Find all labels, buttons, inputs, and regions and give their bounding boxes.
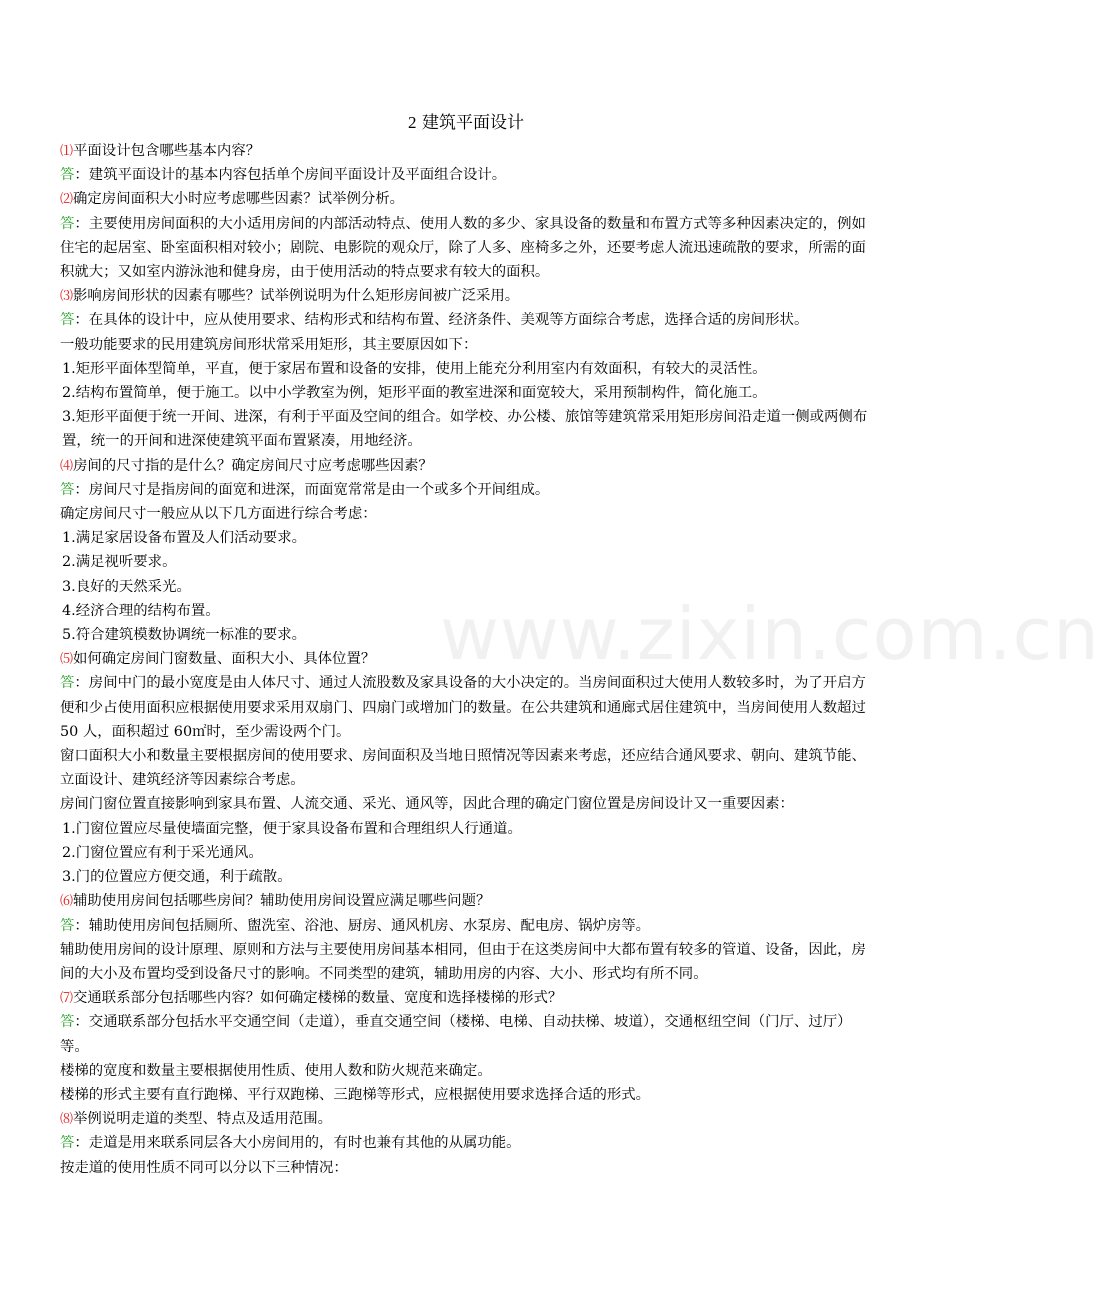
list-item: 3.矩形平面便于统一开间、进深，有利于平面及空间的组合。如学校、办公楼、旅馆等建筑常采用矩形房间沿走道一侧或两侧布置，统一的开间和进深使建筑平面布置紧凑，用地经济。 [62, 409, 868, 450]
list-item: 1.矩形平面体型简单，平直，便于家居布置和设备的安排，使用上能充分利用室内有效面积，有较大的灵活性。 [62, 360, 767, 377]
document-page [60, 110, 872, 1180]
qa-section [60, 1107, 872, 1180]
chapter-number: 2 [408, 113, 417, 132]
answer [60, 308, 872, 332]
question-number: ⑴ [60, 143, 74, 158]
chapter-title: 建筑平面设计 [421, 113, 524, 133]
answer-text: ：辅助使用房间包括厕所、盥洗室、浴池、厨房、通风机房、水泵房、配电房、锅炉房等。 [74, 917, 651, 934]
answer-text: ：建筑平面设计的基本内容包括单个房间平面设计及平面组合设计。 [74, 167, 507, 184]
answer [60, 671, 872, 744]
answer [60, 1010, 872, 1058]
answer-label: 答 [60, 167, 75, 184]
qa-section [60, 187, 872, 284]
question-number: ⑻ [60, 1111, 74, 1127]
list-item: 1.门窗位置应尽量使墙面完整，便于家具设备布置和合理组织人行通道。 [62, 820, 522, 837]
question [60, 986, 872, 1010]
watermark: www.zixin.com.cn [440, 592, 1100, 676]
answer-text: ：房间中门的最小宽度是由人体尺寸、通过人流股数及家具设备的大小决定的。当房间面积过大使用人数较多时，为了开启方便和少占使用面积应根据使用要求采用双扇门、四扇门或增加门的数量。在公共建筑和通廊式居住建筑中，当房间使用人数超过 50 人，面积超过 60㎡时，至少需设两个门。 [60, 675, 866, 740]
qa-section [60, 284, 872, 453]
list-item: 5.符合建筑模数协调统一标准的要求。 [62, 627, 306, 644]
question-number: ⑸ [60, 651, 74, 667]
paragraph: 窗口面积大小和数量主要根据房间的使用要求、房间面积及当地日照情况等因素来考虑，还应结合通风要求、朝向、建筑节能、立面设计、建筑经济等因素综合考虑。 [60, 748, 866, 789]
question-text: 影响房间形状的因素有哪些？试举例说明为什么矩形房间被广泛采用。 [73, 288, 520, 305]
answer [60, 163, 872, 187]
question-text: 房间的尺寸指的是什么？确定房间尺寸应考虑哪些因素？ [73, 457, 433, 474]
paragraph: 辅助使用房间的设计原理、原则和方法与主要使用房间基本相同，但由于在这类房间中大都布置有较多的管道、设备，因此，房间的大小及布置均受到设备尺寸的影响。不同类型的建筑，辅助用房的内容、大小、形式均有所不同。 [60, 941, 866, 982]
question-number: ⑷ [60, 457, 74, 473]
answer [60, 914, 872, 938]
question-text: 平面设计包含哪些基本内容？ [73, 143, 261, 159]
question [60, 889, 872, 913]
qa-section [60, 454, 872, 648]
qa-sections [60, 139, 872, 1180]
list-item: 4.经济合理的结构布置。 [62, 602, 220, 619]
paragraph: 按走道的使用性质不同可以分以下三种情况： [60, 1159, 348, 1176]
question-text: 举例说明走道的类型、特点及适用范围。 [73, 1111, 333, 1128]
answer-label: 答 [60, 917, 75, 934]
question [60, 647, 872, 671]
qa-section [60, 647, 872, 889]
answer [60, 212, 872, 285]
question [60, 454, 872, 478]
answer [60, 1131, 872, 1155]
paragraph: 楼梯的宽度和数量主要根据使用性质、使用人数和防火规范来确定。 [60, 1062, 492, 1079]
question-text: 交通联系部分包括哪些内容？如何确定楼梯的数量、宽度和选择楼梯的形式？ [73, 990, 563, 1007]
list-item: 1.满足家居设备布置及人们活动要求。 [62, 530, 306, 547]
answer-label: 答 [60, 481, 75, 498]
answer-text: ：走道是用来联系同层各大小房间用的，有时也兼有其他的从属功能。 [74, 1135, 521, 1152]
paragraph: 确定房间尺寸一般应从以下几方面进行综合考虑： [60, 506, 377, 523]
answer-text: ：交通联系部分包括水平交通空间（走道），垂直交通空间（楼梯、电梯、自动扶梯、坡道），交通枢纽空间（门厅、过厅）等。 [60, 1014, 852, 1055]
answer-label: 答 [60, 1135, 75, 1152]
question-text: 辅助使用房间包括哪些房间？辅助使用房间设置应满足哪些问题？ [73, 893, 491, 910]
page-title [60, 110, 872, 136]
question-number: ⑶ [60, 288, 74, 304]
question-text: 如何确定房间门窗数量、面积大小、具体位置？ [73, 651, 376, 668]
answer-text: ：房间尺寸是指房间的面宽和进深，而面宽常常是由一个或多个开间组成。 [74, 481, 550, 498]
question-number: ⑵ [60, 191, 74, 207]
list-item: 2.门窗位置应有利于采光通风。 [62, 844, 263, 861]
paragraph: 一般功能要求的民用建筑房间形状常采用矩形，其主要原因如下： [60, 336, 478, 353]
qa-section [60, 139, 872, 187]
answer-text: ：在具体的设计中，应从使用要求、结构形式和结构布置、经济条件、美观等方面综合考虑，选择合适的房间形状。 [74, 312, 809, 329]
question [60, 1107, 872, 1131]
question [60, 139, 872, 163]
qa-section [60, 986, 872, 1107]
list-item: 2.结构布置简单，便于施工。以中小学教室为例，矩形平面的教室进深和面宽较大，采用预制构件，简化施工。 [62, 385, 767, 402]
answer-label: 答 [60, 215, 75, 232]
qa-section [60, 889, 872, 986]
list-item: 2.满足视听要求。 [62, 554, 177, 571]
answer-label: 答 [60, 1014, 75, 1031]
answer-label: 答 [60, 312, 75, 329]
paragraph: 楼梯的形式主要有直行跑梯、平行双跑梯、三跑梯等形式，应根据使用要求选择合适的形式。 [60, 1086, 651, 1103]
question-number: ⑹ [60, 893, 74, 909]
list-item: 3.良好的天然采光。 [62, 578, 191, 595]
question-text: 确定房间面积大小时应考虑哪些因素？试举例分析。 [73, 191, 405, 208]
list-item: 3.门的位置应方便交通，利于疏散。 [62, 869, 292, 886]
paragraph: 房间门窗位置直接影响到家具布置、人流交通、采光、通风等，因此合理的确定门窗位置是房间设计又一重要因素： [60, 796, 794, 813]
answer-label: 答 [60, 675, 75, 692]
answer [60, 478, 872, 502]
question [60, 187, 872, 211]
question-number: ⑺ [60, 990, 74, 1006]
answer-text: ：主要使用房间面积的大小适用房间的内部活动特点、使用人数的多少、家具设备的数量和布置方式等多种因素决定的，例如住宅的起居室、卧室面积相对较小；剧院、电影院的观众厅，除了人多、座椅多之外，还要考虑人流迅速疏散的要求，所需的面积就大；又如室内游泳池和健身房，由于使用活动的特点要求有较大的面积。 [60, 215, 866, 281]
question [60, 284, 872, 308]
